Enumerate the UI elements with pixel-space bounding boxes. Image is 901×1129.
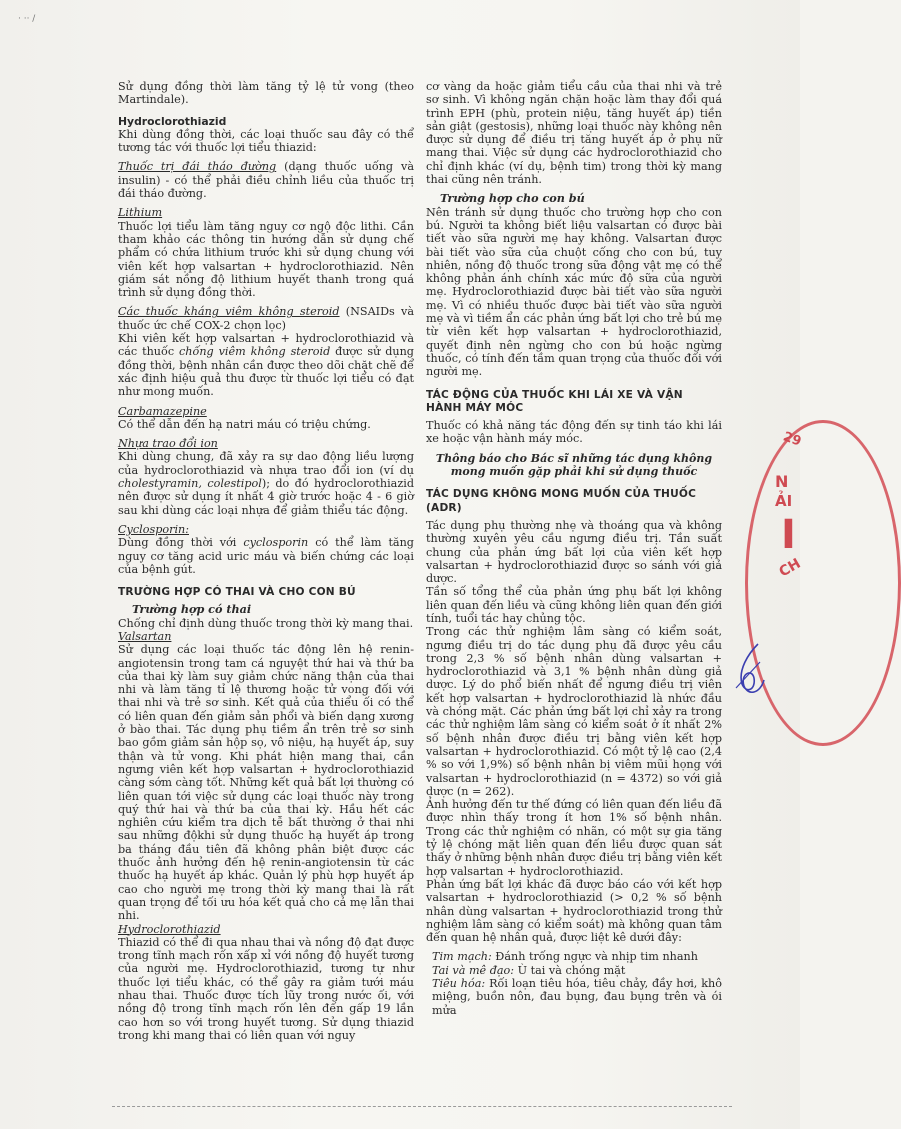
corner-scan-mark: · ·· /	[18, 14, 36, 24]
paragraph-lithium: Thuốc lợi tiểu làm tăng nguy cơ ngộ độc lithi. Cần tham khảo các thông tin hướng dẫn sử dụng chế phẩm có chứa lithium trước khi sử dụng chung với viên kết hợp valsartan + hydroclorothiazid. Nên giám sát nồng độ lithium huyết thanh trong quá trình sử dụng đồng thời.	[118, 219, 414, 300]
paragraph-pregnancy-continued: cơ vàng da hoặc giảm tiểu cầu của thai nhi và trẻ sơ sinh. Vì không ngăn chặn hoặc làm thay đổi quá trình EPH (phù, protein niệu, tăng huyết áp) tiền sản giật (gestosis), những loại thuốc này không nên được sử dụng để điều trị tăng huyết áp ở phụ nữ mang thai. Việc sử dụng các hydroclorothiazid cho chỉ định khác (ví dụ, bệnh tim) trong thời kỳ mang thai cũng nên tránh.	[426, 80, 722, 187]
text-cyclo-b: có thể làm tăng nguy cơ tăng acid uric máu và biến chứng các loại của bệnh gút.	[118, 536, 414, 576]
label-cardio: Tim mạch:	[432, 950, 492, 964]
text-diabetes: (dạng thuốc uống và insulin) - có thể phải điều chỉnh liều của thuốc trị đái tháo đường.	[118, 160, 414, 201]
paragraph-nsaid-heading	[118, 305, 414, 332]
section-heading-driving: TÁC ĐỘNG CỦA THUỐC KHI LÁI XE VÀ VẬN HÀNH MÁY MÓC	[426, 388, 683, 414]
adr-item-cardio	[432, 950, 722, 963]
paragraph-driving: Thuốc có khả năng tác động đến sự tinh táo khi lái xe hoặc vận hành máy móc.	[426, 419, 722, 446]
paragraph-diabetes	[118, 160, 414, 200]
label-diabetes-drugs: Thuốc trị đái tháo đường	[118, 160, 277, 174]
paragraph-carbamazepine: Có thể dẫn đến hạ natri máu có triệu chứng.	[118, 417, 371, 431]
stamp-text-3: ẢI	[775, 492, 793, 510]
text-resin-italic: cholestyramin, colestipol	[118, 477, 262, 491]
paragraph-contraindicated: Chống chỉ định dùng thuốc trong thời kỳ mang thai.	[118, 616, 414, 630]
notice-line-2: mong muốn gặp phải khi sử dụng thuốc	[450, 465, 698, 479]
subheading-pregnancy: Trường hợp có thai	[132, 602, 252, 617]
notice-line-1: Thông báo cho Bác sĩ những tác dụng không	[435, 451, 713, 465]
label-nsaid: Các thuốc kháng viêm không steroid	[118, 305, 340, 319]
label-lithium: Lithium	[118, 206, 163, 220]
notice-report-adr	[426, 452, 722, 479]
label-ear: Tai và mê đạo:	[432, 963, 515, 977]
paragraph-adr-2: Tần số tổng thể của phản ứng phụ bất lợi không liên quan đến liều và cũng không liên quan đến giới tính, tuổi tác hay chủng tộc.	[426, 585, 722, 625]
label-ion-resin: Nhựa trao đổi ion	[118, 437, 218, 451]
text-cyclo-a: Dùng đồng thời với	[118, 536, 237, 550]
text-resin-b: ); do đó hydroclorothiazid nên được sử dụng ít nhất 4 giờ trước hoặc 4 - 6 giờ sau khi dùng các loại nhựa để giảm thiểu tác động.	[118, 477, 414, 517]
paragraph-adr-4: Ảnh hưởng đến tư thế đứng có liên quan đến liều đã được nhìn thấy trong ít hơn 1% số bệnh nhân. Trong các thử nghiệm có nhãn, có một sự gia tăng tỷ lệ chóng mặt liên quan đến liều được quan sát thấy ở những bệnh nhân được điều trị bằng viên kết hợp valsartan + hydroclorothiazid.	[426, 798, 722, 878]
text-gi: Rối loạn tiêu hóa, tiêu chảy, đầy hơi, khô miệng, buồn nôn, đau bụng, đau bụng trên và ói mửa	[432, 977, 722, 1017]
stamp-text-5: CH	[776, 555, 804, 581]
paragraph-cyclosporin	[118, 536, 414, 576]
paragraph-nsaid	[118, 332, 414, 398]
signature-mark	[730, 640, 770, 700]
text-nsaid-cox2: (NSAIDs và thuốc ức chế COX-2 chọn lọc)	[118, 305, 415, 332]
label-carbamazepine: Carbamazepine	[118, 404, 207, 418]
label-cyclosporin: Cyclosporin:	[118, 522, 189, 536]
section-heading-adr: TÁC DỤNG KHÔNG MONG MUỐN CỦA THUỐC (ADR)	[426, 488, 697, 514]
subheading-breastfeeding: Trường hợp cho con bú	[440, 191, 585, 206]
stamp-text-1: 29	[780, 429, 804, 450]
paragraph-mortality: Sử dụng đồng thời làm tăng tỷ lệ tử vong (theo Martindale).	[118, 80, 414, 107]
heading-hydroclorothiazid: Hydroclorothiazid	[118, 114, 227, 128]
text-cardio: Đánh trống ngực và nhịp tim nhanh	[495, 950, 698, 964]
text-ear: Ù tai và chóng mặt	[517, 963, 626, 977]
paragraph-adr-3: Trong các thử nghiệm lâm sàng có kiểm soát, ngưng điều trị do tác dụng phụ đã được yêu cầu trong 2,3 % số bệnh nhân dùng valsartan + hydroclorothiazid và 3,1 % bệnh nhân dùng giả dược. Lý do phổ biến nhất để ngưng điều trị viên kết hợp valsartan + hydroclorothiazid là nhức đầu và chóng mặt. Các phản ứng bất lợi chỉ xảy ra trong các thử nghiệm lâm sàng có kiểm soát ở ít nhất 2% số bệnh nhân được điều trị bằng viên kết hợp valsartan + hydroclorothiazid. Có một tỷ lệ cao (2,4 % so với 1,9%) số bệnh nhân bị viêm mũi họng với valsartan + hydroclorothiazid (n = 4372) so với giả dược (n = 262).	[426, 625, 722, 798]
adr-item-gi	[432, 977, 722, 1017]
text-resin-a: Khi dùng chung, đã xảy ra sự dao động liều lượng của hydroclorothiazid và nhựa trao đổi ion (ví dụ	[118, 450, 414, 477]
label-hydroclorothiazid-pregnancy: Hydroclorothiazid	[118, 922, 221, 936]
left-column	[118, 80, 414, 1048]
section-heading-pregnancy: TRƯỜNG HỢP CÓ THAI VÀ CHO CON BÚ	[118, 586, 356, 599]
paragraph-adr-1: Tác dụng phụ thường nhẹ và thoáng qua và không thường xuyên yêu cầu ngưng điều trị. Tần suất chung của phản ứng bất lợi của viên kết hợp valsartan + hydroclorothiazid được so sánh với giả dược.	[426, 518, 722, 586]
stamp-text-2: N	[775, 472, 789, 491]
text-nsaid-italic: chống viêm không steroid	[179, 345, 331, 359]
stamp-text-4: I	[781, 512, 796, 558]
paragraph-breastfeeding: Nên tránh sử dụng thuốc cho trường hợp cho con bú. Người ta không biết liệu valsartan có được bài tiết vào sữa người mẹ hay không. Valsartan được bài tiết vào sữa của chuột cống cho con bú, tuy nhiên, nồng độ thuốc trong sữa động vật mẹ có thể không phản ánh chính xác mức độ sữa của người mẹ. Hydroclorothiazid được bài tiết vào sữa người mẹ. Vì có nhiều thuốc được bài tiết vào sữa người mẹ và vì tiềm ẩn các phản ứng bất lợi cho trẻ bú mẹ từ viên kết hợp valsartan + hydroclorothiazid, quyết định nên ngừng cho con bú hoặc ngừng thuốc, có tính đến tầm quan trọng của thuốc đối với người mẹ.	[426, 205, 722, 379]
text-cyclo-italic: cyclosporin	[243, 536, 309, 550]
paragraph-valsartan-pregnancy: Sử dụng các loại thuốc tác động lên hệ renin-angiotensin trong tam cá nguyệt thứ hai và thứ ba của thai kỳ làm suy giảm chức năng thận của thai nhi và làm tăng tỉ lệ thương hoặc tử vong đối với thai nhi và trẻ sơ sinh. Kết quả của thiểu ối có thể có liên quan đến giảm sản phổi và biến dạng xương ở bào thai. Tác dụng phụ tiềm ẩn trên trẻ sơ sinh bao gồm giảm sản hộp sọ, vô niệu, hạ huyết áp, suy thận và tử vong. Khi phát hiện mang thai, cần ngưng viên kết hợp valsartan + hydroclorothiazid càng sớm càng tốt. Những kết quả bất lợi thường có liên quan tới việc sử dụng các loại thuốc này trong quý thứ hai và thứ ba của thai kỳ. Hầu hết các nghiên cứu kiểm tra dịch tễ bất thường ở thai nhi sau những độkhi sử dụng thuốc hạ huyết áp trong ba tháng đầu tiên đã không phân biệt được các thuốc ảnh hưởng đến hệ renin-angiotensin từ các thuốc hạ huyết áp khác. Quản lý phù hợp huyết áp cao cho người mẹ trong thời kỳ mang thai là rất quan trọng để tối ưu hóa kết quả cho cả mẹ lẫn thai nhi.	[118, 643, 414, 923]
paragraph-ion-resin	[118, 450, 414, 516]
label-gi: Tiêu hóa:	[432, 977, 486, 990]
text-nsaid-b: được sử dụng đồng thời, bệnh nhân cần được theo dõi chặt chẽ để xác định hiệu quả thu được từ thuốc lợi tiểu có đạt như mong muốn.	[118, 345, 414, 399]
text-nsaid-a: Khi viên kết hợp valsartan + hydroclorothiazid và các thuốc	[118, 332, 414, 359]
paragraph-adr-5: Phản ứng bất lợi khác đã được báo cáo với kết hợp valsartan + hydroclorothiazid (> 0,2 % số bệnh nhân dùng valsartan + hydroclorothiazid trong thử nghiệm lâm sàng có kiểm soát) mà không quan tâm đến quan hệ nhân quả, được liệt kê dưới đây:	[426, 877, 722, 945]
label-valsartan: Valsartan	[118, 629, 172, 643]
bottom-scan-line	[112, 1106, 732, 1108]
paragraph-thiazid-interactions: Khi dùng đồng thời, các loại thuốc sau đây có thể tương tác với thuốc lợi tiểu thiazid:	[118, 127, 414, 155]
adr-item-ear	[432, 964, 722, 977]
right-column	[426, 80, 722, 1017]
paragraph-hydroclorothiazid-pregnancy: Thiazid có thể đi qua nhau thai và nồng độ đạt được trong tĩnh mạch rốn xấp xỉ với nồng độ huyết tương của người mẹ. Hydroclorothiazid, tương tự như thuốc lợi tiểu khác, có thể gây ra giảm tưới máu nhau thai. Thuốc được tích lũy trong nước ối, với nồng độ trong tĩnh mạch rốn lên đến gấp 19 lần cao hơn so với trong huyết tương. Sử dụng thiazid trong khi mang thai có liên quan với nguy	[118, 935, 414, 1042]
